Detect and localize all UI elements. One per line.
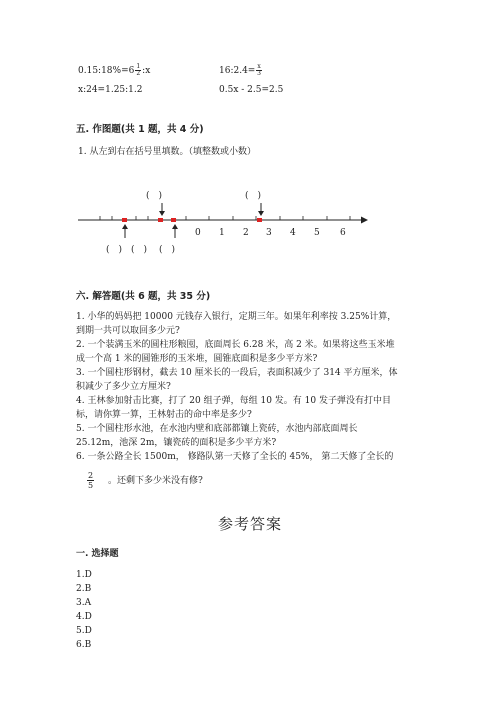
section5-question: 1. 从左到右在括号里填数。（填整数或小数） <box>78 147 256 157</box>
section6-heading: 六. 解答题(共 6 题，共 35 分) <box>76 291 211 302</box>
fraction: $\frac{1}{2}$ <box>136 63 141 77</box>
question-line: 到期一共可以取回多少元? <box>76 326 180 336</box>
question-line: 2. 一个装满玉米的圆柱形粮囤，底面周长 6.28 米，高 2 米。如果将这些玉米堆 <box>76 340 395 350</box>
fraction: $\frac{2}{5}$ <box>88 471 94 490</box>
question-line: 积减少了多少立方厘米? <box>76 382 171 392</box>
tick-label: 4 <box>290 228 296 238</box>
question-line: 5. 一个圆柱形水池，在水池内壁和底部都镶上瓷砖，水池内部底面周长 <box>76 424 358 434</box>
bottom-bracket: ( ) <box>131 245 148 255</box>
number-line-svg <box>0 0 500 300</box>
axis-arrow <box>361 217 368 224</box>
equation-row1-left: 0.15:18%=6 $\frac{1}{2}$ :x <box>78 63 151 77</box>
bottom-bracket: ( ) <box>159 245 176 255</box>
fraction: $\frac{x}{3}$ <box>257 63 261 77</box>
down-arrows <box>159 203 264 216</box>
answer-item: 1.D <box>76 570 92 580</box>
top-bracket: ( ) <box>245 191 262 201</box>
number-line <box>0 0 500 300</box>
answer-item: 3.A <box>76 598 92 608</box>
question-line: 6. 一条公路全长 1500m， 修路队第一天修了全长的 45%， 第二天修了全长的 <box>76 452 394 462</box>
bottom-bracket: ( ) <box>106 245 123 255</box>
tick-label: 3 <box>266 228 272 238</box>
equation-row1-right: 16:2.4= $\frac{x}{3}$ <box>219 63 261 77</box>
tick-label: 2 <box>243 228 249 238</box>
q6-continuation: $\frac{2}{5}$ 。还剩下多少米没有修? <box>88 471 203 490</box>
equation-row2-right: 0.5x - 2.5=2.5 <box>219 85 284 95</box>
section5-heading: 五. 作图题(共 1 题，共 4 分) <box>76 124 204 135</box>
answer-item: 2.B <box>76 584 92 594</box>
up-arrows <box>122 224 178 238</box>
question-line: 成一个高 1 米的圆锥形的玉米堆，圆锥底面积是多少平方米? <box>76 354 318 364</box>
answer-item: 5.D <box>76 626 92 636</box>
tick-label: 6 <box>340 228 346 238</box>
answers-title: 参考答案 <box>218 515 283 533</box>
tick-label: 1 <box>219 228 225 238</box>
top-bracket: ( ) <box>146 191 163 201</box>
question-line: 25.12m，池深 2m，镶瓷砖的面积是多少平方米? <box>76 438 277 448</box>
question-line: 标，请你算一算，王林射击的命中率是多少? <box>76 410 252 420</box>
question-line: 1. 小华的妈妈把 10000 元钱存入银行，定期三年。如果年利率按 3.25%计算， <box>76 312 397 322</box>
answer-item: 6.B <box>76 640 92 650</box>
question-line: 3. 一个圆柱形钢材，截去 10 厘米长的一段后，表面积减少了 314 平方厘米，体 <box>76 368 398 378</box>
answers-heading: 一. 选择题 <box>76 549 119 559</box>
answer-item: 4.D <box>76 612 92 622</box>
tick-label: 0 <box>195 228 201 238</box>
tick-label: 5 <box>314 228 320 238</box>
question-line: 4. 王林参加射击比赛，打了 20 组子弹，每组 10 发。有 10 发子弹没有打中目 <box>76 396 391 406</box>
equation-row2-left: x:24=1.25:1.2 <box>78 85 143 95</box>
minor-ticks <box>100 216 350 220</box>
